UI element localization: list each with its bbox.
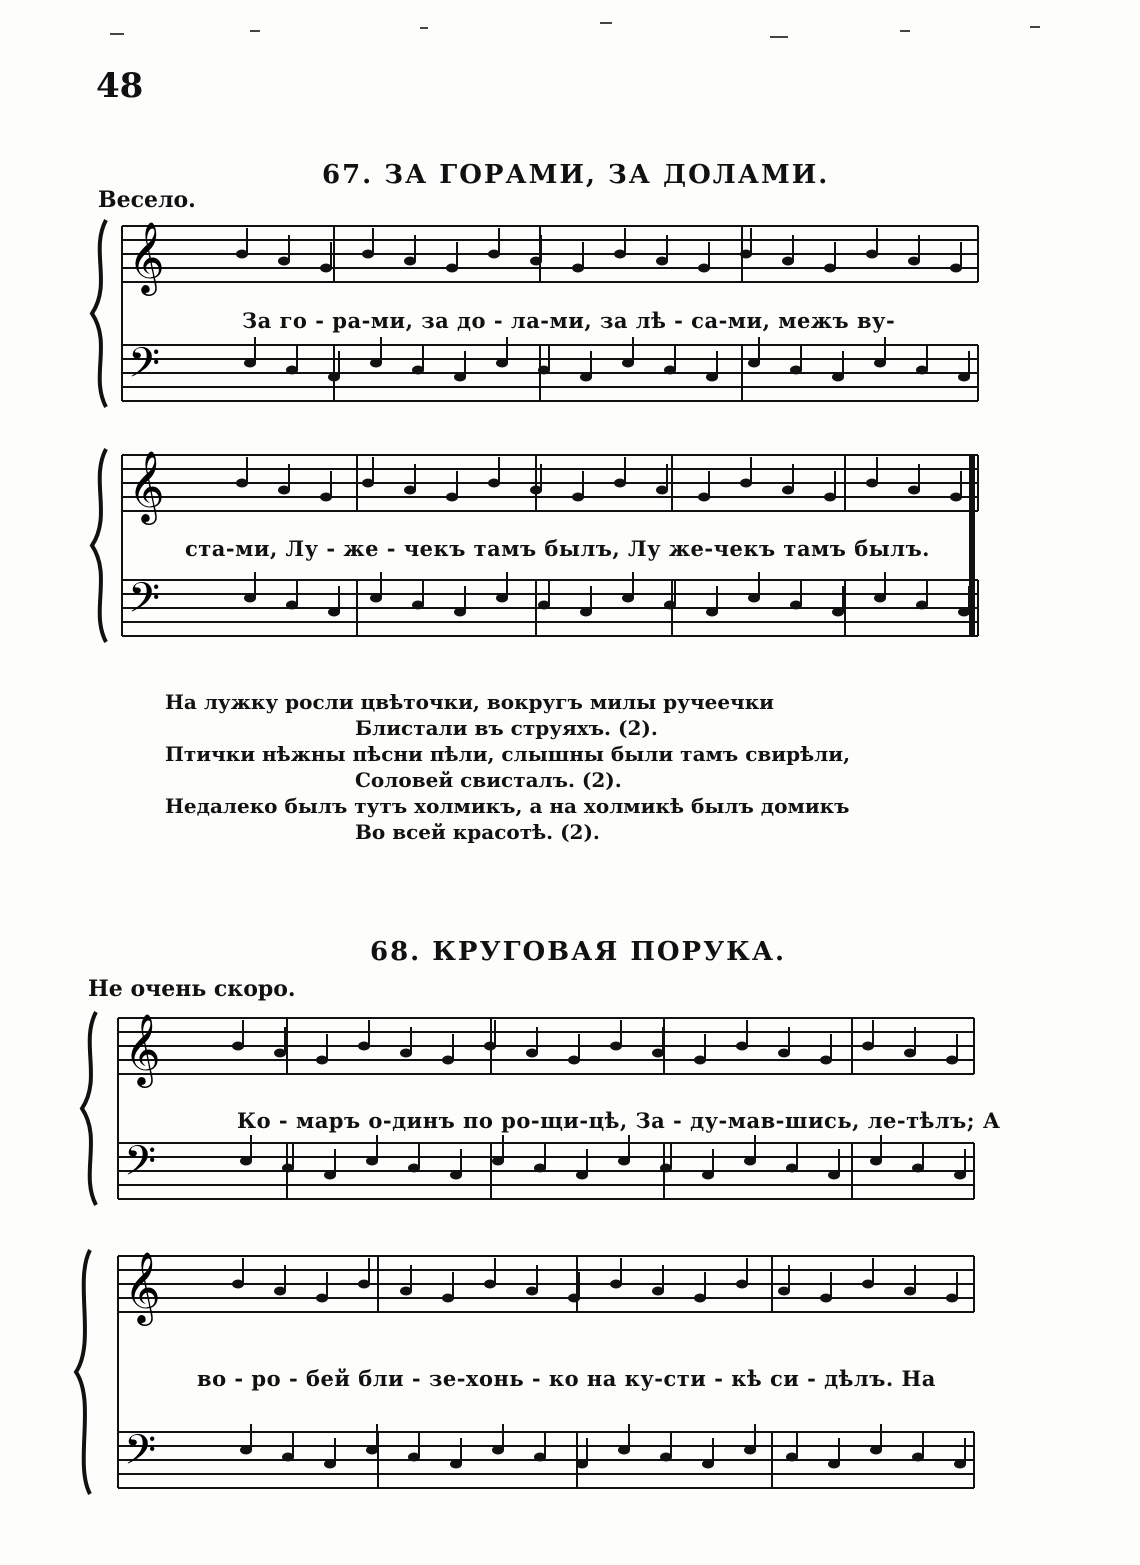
verse-line: Блистали въ струяхъ. (2). xyxy=(355,716,658,740)
verse-line: Недалеко былъ тутъ холмикъ, а на холмикѣ былъ домикъ xyxy=(165,794,850,818)
song-title-67: 67. ЗА ГОРАМИ, ЗА ДОЛАМИ. xyxy=(322,160,830,190)
tempo-marking-67: Весело. xyxy=(98,187,196,213)
clef: 𝄢 xyxy=(128,574,161,632)
song-title-68: 68. КРУГОВАЯ ПОРУКА. xyxy=(370,937,787,967)
tempo-marking-68: Не очень скоро. xyxy=(88,976,296,1002)
staff-systems xyxy=(76,220,978,1494)
lyrics-67-line-2: ста-ми, Лу - же - чекъ тамъ былъ, Лу же-чекъ тамъ былъ. xyxy=(185,536,930,561)
brace xyxy=(82,1012,96,1205)
clef: 𝄢 xyxy=(124,1137,157,1195)
clef: 𝄞 xyxy=(124,1250,161,1323)
verse-line: На лужку росли цвѣточки, вокругъ милы ручеечки xyxy=(165,690,774,714)
clef: 𝄞 xyxy=(124,1012,161,1085)
page-number: 48 xyxy=(96,66,144,106)
clef: 𝄢 xyxy=(128,339,161,397)
clef: 𝄞 xyxy=(128,449,165,522)
verse-line: Соловей свисталъ. (2). xyxy=(355,768,622,792)
brace xyxy=(92,449,106,642)
brace xyxy=(92,220,106,407)
lyrics-67-line-1: За го - ра-ми, за до - ла-ми, за лѣ - са-ми, межъ ву- xyxy=(242,308,896,333)
clef: 𝄞 xyxy=(128,220,165,293)
verse-line: Во всей красотѣ. (2). xyxy=(355,820,600,844)
clef: 𝄢 xyxy=(124,1426,157,1484)
lyrics-68-line-2: во - ро - бей бли - зе-хонь - ко на ку-сти - кѣ си - дѣлъ. На xyxy=(197,1366,936,1391)
note-heads xyxy=(232,228,970,1469)
brace xyxy=(76,1250,90,1494)
lyrics-68-line-1: Ко - маръ о-динъ по ро-щи-цѣ, За - ду-мав-шись, ле-тѣлъ; А xyxy=(237,1108,1001,1133)
verse-line: Птички нѣжны пѣсни пѣли, слышны были тамъ свирѣли, xyxy=(165,742,851,766)
